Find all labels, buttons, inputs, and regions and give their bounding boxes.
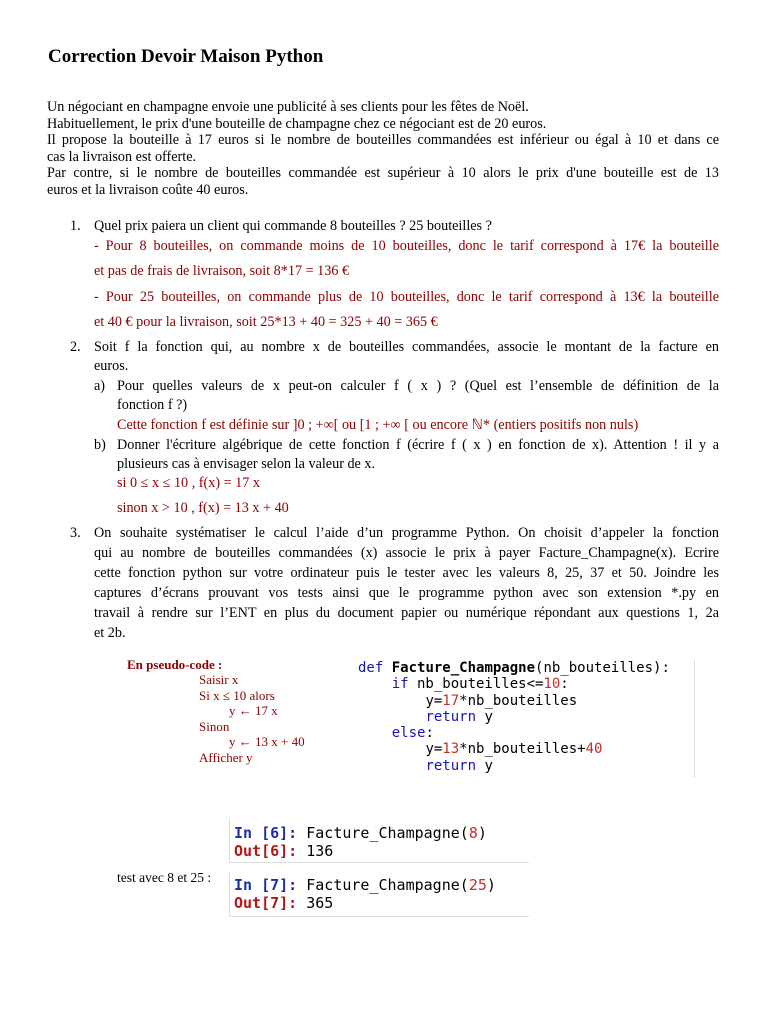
console-input-line: In [6]: Facture_Champagne(8) (234, 824, 487, 842)
q2b-answer: si 0 ≤ x ≤ 10 , f(x) = 17 x (117, 475, 260, 491)
code-line: else: (391, 725, 434, 742)
console-divider (229, 818, 230, 862)
page-title: Correction Devoir Maison Python (48, 46, 324, 67)
test-label: test avec 8 et 25 : (117, 870, 212, 885)
q3-line: travail à rendre sur l’ENT en plus du document papier ou numérique répondant aux questions 1, 2a (94, 605, 719, 621)
code-line: y=17*nb_bouteilles (425, 692, 578, 709)
q1-number: 1. (70, 218, 81, 234)
pseudo-line: Saisir x (199, 672, 239, 687)
q3-line: On souhaite systématiser le calcul l’aide d’un programme Python. On choisit d’appeler la fonction (94, 525, 719, 541)
console-input-line: In [7]: Facture_Champagne(25) (234, 876, 496, 894)
console-divider (229, 862, 529, 863)
code-line: return y (425, 708, 493, 725)
console-output-1 (234, 824, 487, 860)
q2a-label: a) (94, 378, 106, 394)
console-output-line: Out[7]: 365 (234, 894, 334, 912)
code-line: if nb_bouteilles<=10: (391, 676, 569, 693)
q2b-answer: sinon x > 10 , f(x) = 13 x + 40 (117, 500, 289, 516)
intro-line: cas la livraison est offerte. (47, 148, 197, 165)
q1-answer-line: et 40 € pour la livraison, soit 25*13 + 40 = 325 + 40 = 365 € (94, 314, 438, 330)
intro-paragraph (47, 99, 719, 198)
console-output-2 (234, 876, 496, 912)
q2b-line: Donner l'écriture algébrique de cette fonction f (écrire f ( x ) en fonction de x). Attention ! il y a (117, 437, 719, 453)
q2b-line: plusieurs cas à envisager selon la valeur de x. (117, 456, 376, 472)
intro-line: Un négociant en champagne envoie une publicité à ses clients pour les fêtes de Noël. (47, 99, 529, 115)
pseudo-line: Sinon (199, 718, 230, 734)
pseudo-line: y ← 17 x (229, 703, 278, 718)
q3-paragraph (94, 525, 719, 642)
console-divider (229, 916, 529, 917)
pseudo-line: Si x ≤ 10 alors (199, 687, 275, 703)
pseudo-code-block (199, 672, 305, 765)
q3-line: et 2b. (94, 625, 126, 641)
q1-question: Quel prix paiera un client qui commande 8 bouteilles ? 25 bouteilles ? (94, 218, 492, 234)
q1-answer-line: - Pour 8 bouteilles, on commande moins de 10 bouteilles, donc le tarif correspond à 17€ la bouteille (94, 238, 719, 254)
q2a-line: fonction f ?) (117, 397, 188, 413)
q3-line: qui au nombre de bouteilles commandées (x) associe le prix à payer Facture_Champagne(x). Ecrire (94, 545, 719, 561)
q3-line: captures d’écrans prouvant vos tests ainsi que le programme python avec son extension *.py en (94, 585, 719, 601)
intro-line: Il propose la bouteille à 17 euros si le nombre de bouteilles commandées est inférieur ou égal à 10 et dans ce (47, 132, 719, 148)
python-code-block (358, 660, 695, 778)
q2b-label: b) (94, 437, 106, 453)
q2-line: euros. (94, 358, 129, 374)
code-line: def Facture_Champagne(nb_bouteilles): (358, 660, 670, 676)
q1-answer-line: - Pour 25 bouteilles, on commande plus de 10 bouteilles, donc le tarif correspond à 13€ la bouteille (94, 289, 719, 305)
q2-number: 2. (70, 339, 81, 355)
pseudo-line: Afficher y (199, 749, 253, 765)
console-output-line: Out[6]: 136 (234, 842, 334, 860)
q2-line: Soit f la fonction qui, au nombre x de bouteilles commandées, associe le montant de la facture en (94, 339, 719, 355)
code-line: y=13*nb_bouteilles+40 (425, 741, 603, 758)
q1-answer-line: et pas de frais de livraison, soit 8*17 = 136 € (94, 263, 350, 279)
q2a-line: Pour quelles valeurs de x peut-on calculer f ( x ) ? (Quel est l’ensemble de définition de la (117, 378, 719, 394)
console-divider (229, 872, 230, 916)
q3-line: cette fonction python sur votre ordinateur puis le tester avec les valeurs 8, 25, 37 et 50. Joindre les (94, 565, 719, 581)
intro-line: euros et la livraison coûte 40 euros. (47, 181, 249, 198)
code-line: return y (425, 757, 493, 774)
q3-number: 3. (70, 525, 81, 541)
pseudo-line: y ← 13 x + 40 (229, 734, 305, 749)
intro-line: Par contre, si le nombre de bouteilles commandée est supérieur à 10 alors le prix d'une bouteille est de 13 (47, 165, 719, 181)
intro-line: Habituellement, le prix d'une bouteille de champagne chez ce négociant est de 20 euros. (47, 115, 547, 132)
q2a-answer: Cette fonction f est définie sur ]0 ; +∞[ ou [1 ; +∞ [ ou encore ℕ* (entiers positifs non nuls) (117, 417, 639, 433)
pseudo-code-heading: En pseudo-code : (127, 657, 223, 672)
